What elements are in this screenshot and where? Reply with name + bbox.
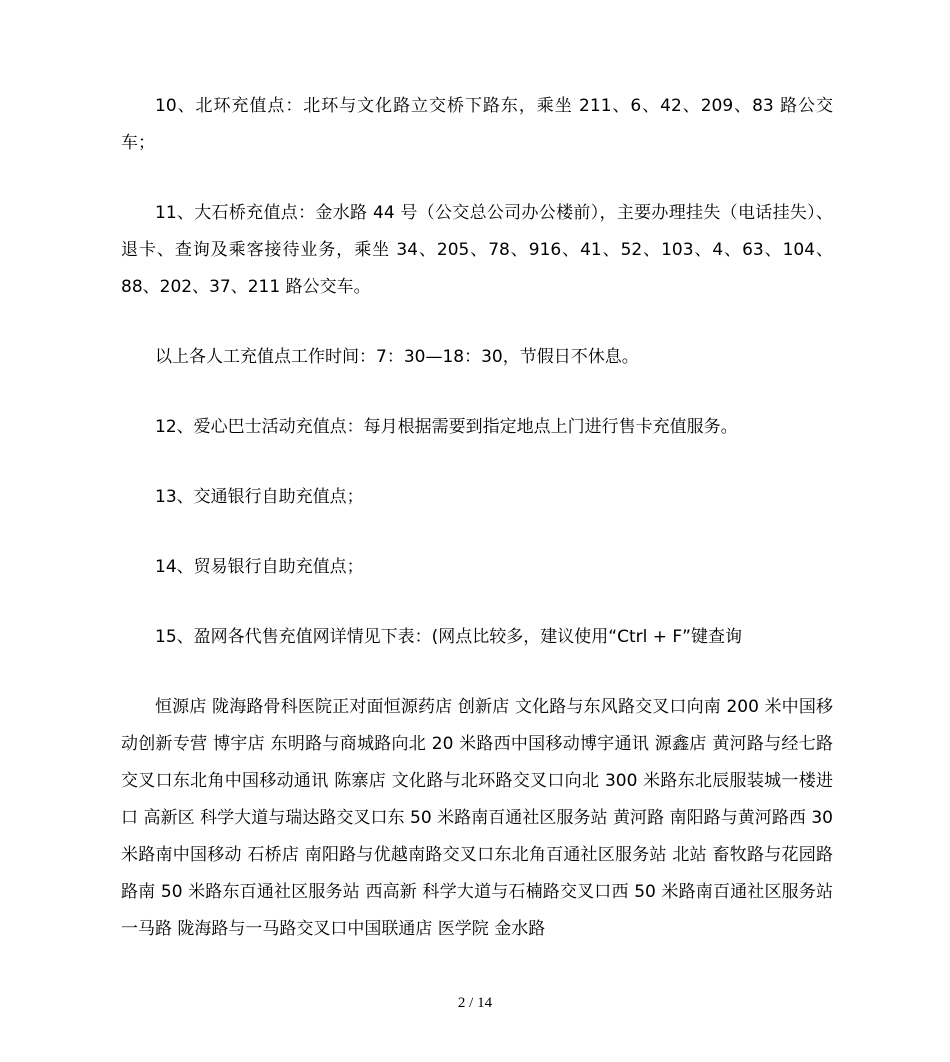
document-body: [121, 88, 833, 948]
paragraph-trade-bank-self-service: 14、贸易银行自助充值点；: [155, 557, 364, 577]
paragraph-love-bus-recharge-point: 12、爱心巴士活动充值点：每月根据需要到指定地点上门进行售卡充值服务。: [155, 417, 738, 437]
paragraph-working-hours: 以上各人工充值点工作时间：7：30—18：30，节假日不休息。: [155, 347, 639, 367]
paragraph-bank-of-communications-self-service: 13、交通银行自助充值点；: [155, 487, 364, 507]
paragraph-yingwang-agents-intro: 15、盈网各代售充值网详情见下表：(网点比较多，建议使用“Ctrl + F”键查询: [155, 627, 742, 647]
paragraph-agent-store-list: 恒源店 陇海路骨科医院正对面恒源药店 创新店 文化路与东风路交叉口向南 200 米中国移动创新专营 博宇店 东明路与商城路向北 20 米路西中国移动博宇通讯 源鑫店 黄河路与经七路交叉口东北角中国移动通讯 陈寨店 文化路与北环路交叉口向北 300 米路东北辰服装城一楼进口 高新区 科学大道与瑞达路交叉口东 50 米路南百通社区服务站 黄河路 南阳路与黄河路西 30 米路南中国移动 石桥店 南阳路与优越南路交叉口东北角百通社区服务站 北站 畜牧路与花园路路南 50 米路东百通社区服务站 西高新 科学大道与石楠路交叉口西 50 米路南百通社区服务站 一马路 陇海路与一马路交叉口中国联通店 医学院 金水路: [121, 697, 833, 939]
page-number: 2 / 14: [457, 995, 493, 1011]
paragraph-dashiqiao-recharge-point: 11、大石桥充值点：金水路 44 号（公交总公司办公楼前），主要办理挂失（电话挂失）、退卡、查询及乘客接待业务，乘坐 34、205、78、916、41、52、103、4、63、104、88、202、37、211 路公交车。: [121, 203, 833, 297]
paragraph-beihuan-recharge-point: 10、北环充值点：北环与文化路立交桥下路东，乘坐 211、6、42、209、83 路公交车；: [121, 96, 833, 153]
